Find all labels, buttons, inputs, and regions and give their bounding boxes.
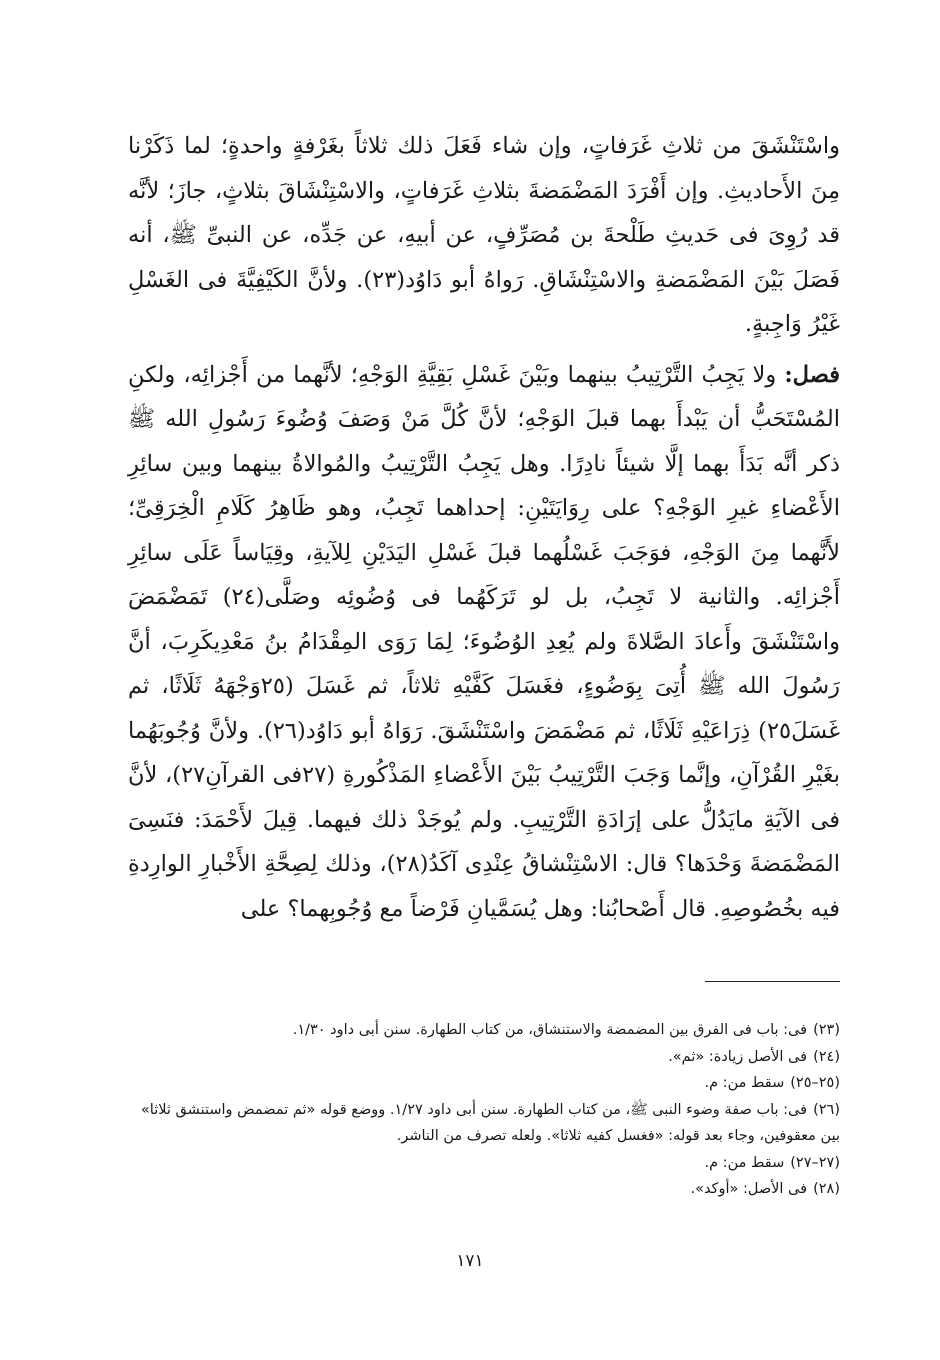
footnote-number: (٢٦) — [813, 1101, 840, 1118]
paragraph-2 — [128, 353, 840, 932]
footnote-text: فى: باب صفة وضوء النبى ﷺ، من كتاب الطهارة. سنن أبى داود ١/٢٧. ووضع قوله «ثم تمضمض واستنشق ثلاثا» بين معقوفين، وجاء بعد قوله: «فغسل كفيه ثلاثا». ولعله تصرف من الناشر. — [140, 1101, 840, 1144]
footnote-text: فى: باب فى الفرق بين المضمضة والاستنشاق، من كتاب الطهارة. سنن أبى داود ١/٣٠. — [292, 1022, 808, 1038]
footnote-24 — [128, 1044, 840, 1071]
footnote-27 — [128, 1150, 840, 1177]
footnote-text: فى الأصل: «أوكد». — [690, 1181, 808, 1197]
footnote-number: (٢٤) — [813, 1048, 840, 1065]
footnotes — [128, 1017, 840, 1203]
footnote-28 — [128, 1176, 840, 1203]
footnote-26 — [128, 1097, 840, 1150]
footnote-text: فى الأصل زيادة: «ثم». — [668, 1048, 808, 1065]
footnote-number: (٢٨) — [813, 1181, 840, 1197]
footnote-25 — [128, 1070, 840, 1097]
footnote-number: (٢٧–٢٧) — [790, 1154, 840, 1171]
page-number: ١٧١ — [456, 1251, 484, 1271]
paragraph-1: واسْتَنْشَقَ من ثلاثِ غَرَفاتٍ، وإن شاء فَعَلَ ذلك ثلاثاً بغَرْفةٍ واحدةٍ؛ لما ذَكَرْنا مِنَ الأَحاديثِ. وإن أَفْرَدَ المَضْمَضةَ بثلاثِ غَرَفاتٍ، والاسْتِنْشَاقَ بثلاثٍ، جازَ؛ لأنَّه قد رُوِىَ فى حَديثِ طَلْحةَ بن مُصَرِّفٍ، عن أبيهِ، عن جَدِّه، عن النبىِّ ﷺ، أنه فَصَلَ بَيْنَ المَضْمَضةِ والاسْتِنْشَاقِ. رَواهُ أبو دَاوُد(٢٣). ولأنَّ الكَيْفِيَّةَ فى الغَسْلِ غَيْرُ وَاجِبةٍ. — [128, 133, 840, 337]
footnote-separator — [705, 981, 840, 982]
footnote-text: سقط من: م. — [704, 1154, 785, 1171]
footnote-number: (٢٥–٢٥) — [790, 1075, 840, 1091]
footnote-23 — [128, 1017, 840, 1044]
main-text — [128, 124, 840, 931]
footnote-number: (٢٣) — [813, 1022, 840, 1038]
footnote-text: سقط من: م. — [704, 1075, 785, 1091]
section-heading: فصل: — [784, 361, 840, 388]
paragraph-2-text: ولا يَجِبُ التَّرْتِيبُ بينهما وبَيْنَ غَسْلِ بَقِيَّةِ الوَجْهِ؛ لأنَّهما من أَجْزائِه، ولكنِ المُسْتَحَبُّ أن يَبْدأَ بهما قبلَ الوَجْهِ؛ لأنَّ كُلَّ مَنْ وَصَفَ وُضُوءَ رَسُولِ الله ﷺ ذكر أنَّه بَدَأَ بهما إلَّا شيئاً نادِرًا. وهل يَجِبُ التَّرْتِيبُ والمُوالاةُ بينهما وبين سائِرِ الأَعْضاءِ غيرِ الوَجْهِ؟ على رِوَايَتَيْنِ: إحداهما تَجِبُ، وهو ظَاهِرُ كَلَامِ الْخِرَقِىِّ؛ لأَنَّهما مِنَ الوَجْهِ، فوَجَبَ غَسْلُهما قبلَ غَسْلِ اليَدَيْنِ لِلآيةِ، وقِيَاساً عَلَى سائِرِ أَجْزائِه. والثانية لا تَجِبُ، بل لو تَرَكَهُما فى وُضُوئِه وصَلَّى(٢٤) تَمَضْمَضَ واسْتَنْشَقَ وأَعادَ الصَّلاةَ ولم يُعِدِ الوُضُوءَ؛ لِمَا رَوَى المِقْدَامُ بنُ مَعْدِيكَرِبَ، أنَّ رَسُولَ الله ﷺ أُتِىَ بِوَضُوءٍ، فغَسَلَ كَفَّيْهِ ثلاثاً، ثم غَسَلَ (٢٥وَجْهَهُ ثَلَاثًا، ثم غَسَلَ٢٥) ذِرَاعَيْهِ ثَلَاثًا، ثم مَضْمَضَ واسْتَنْشَقَ. رَوَاهُ أبو دَاوُد(٢٦). ولأنَّ وُجُوبَهُما بغَيْرِ القُرْآنِ، وإنَّما وَجَبَ التَّرْتِيبُ بَيْنَ الأَعْضاءِ المَذْكُورةِ (٢٧فى القرآنِ٢٧)، لأنَّ فى الآيَةِ مايَدُلُّ على إرَادَةِ التَّرْتِيبِ. ولم يُوجَدْ ذلك فيهما. قِيلَ لأَحْمَدَ: فنَسِىَ المَضْمَضةَ وَحْدَها؟ قال: الاسْتِنْشاقُ عِنْدِى آكَدُ(٢٨)، وذلك لِصِحَّةِ الأَخْبارِ الوارِدةِ فيه بخُصُوصِهِ. قال أَصْحابُنا: وهل يُسَمَّيانِ فَرْضاً مع وُجُوبِهما؟ على — [128, 361, 841, 922]
